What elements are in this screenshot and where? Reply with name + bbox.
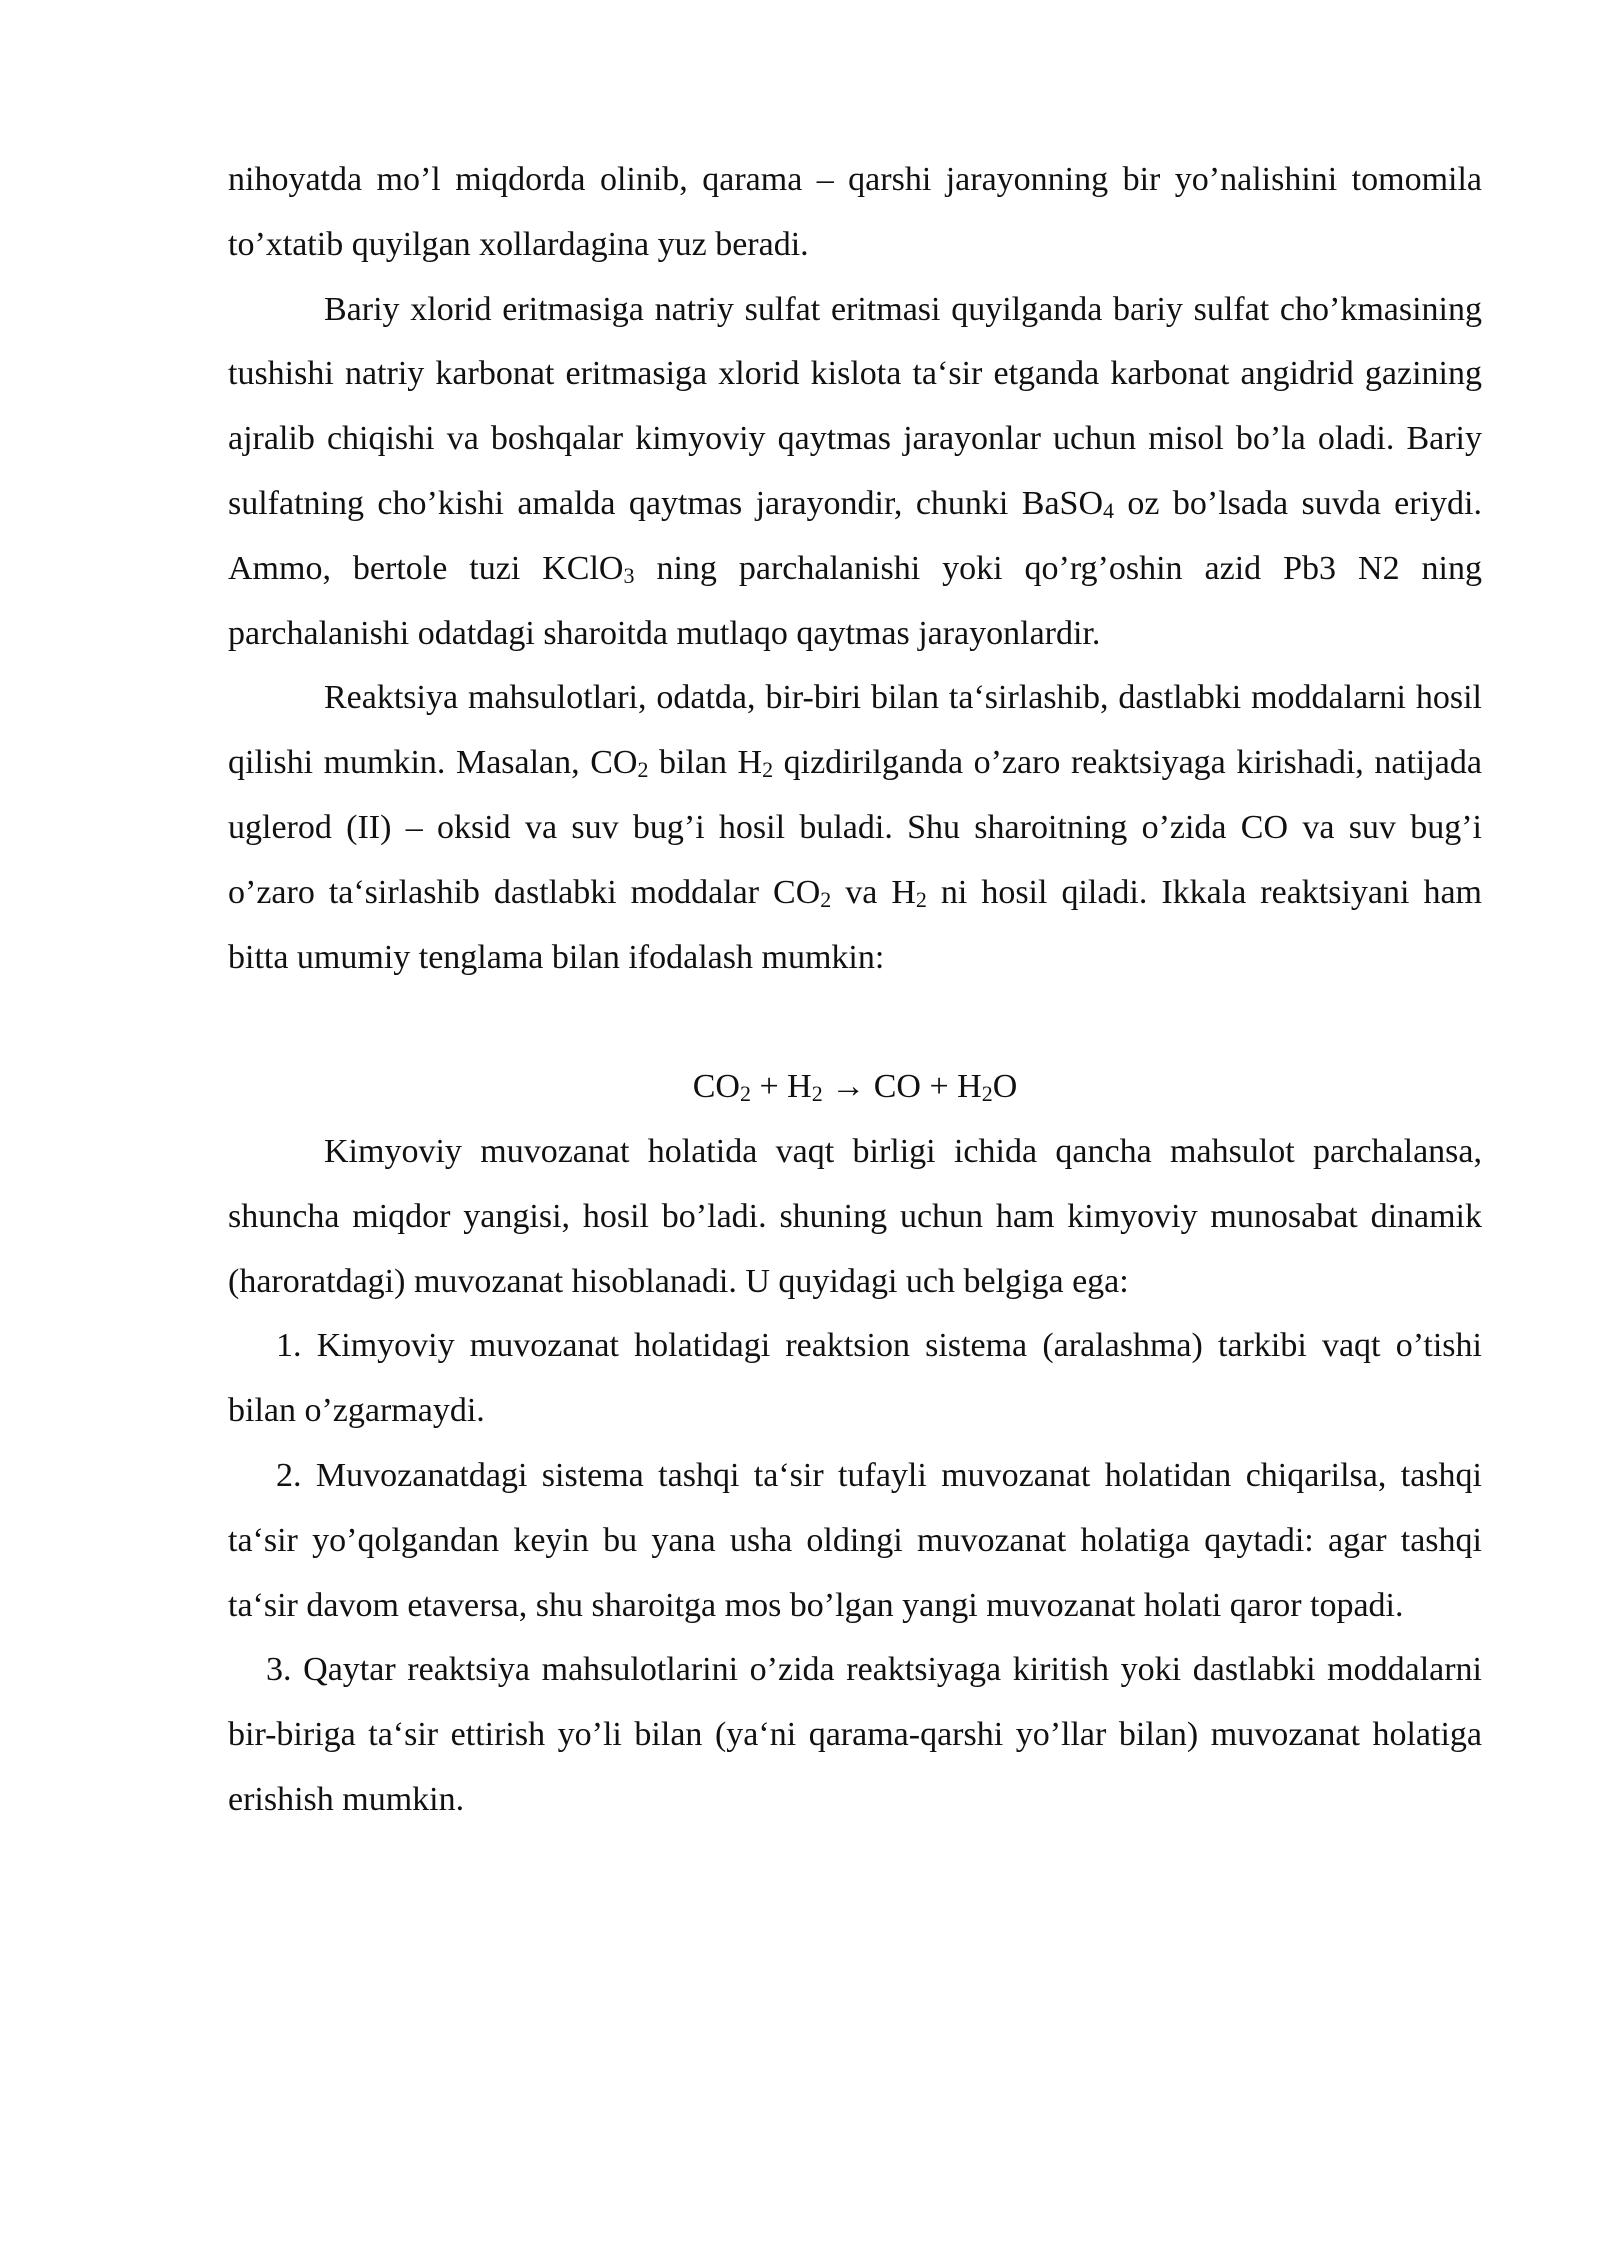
document-body [228,148,1482,1833]
equation-part-b: + H [750,1068,812,1106]
paragraph-3-text-b: bilan H [648,744,763,782]
subscript: 2 [811,1081,823,1107]
subscript: 2 [762,757,774,783]
subscript: 4 [1103,497,1114,523]
subscript: 2 [739,1081,751,1107]
list-item: 1. Kimyoviy muvozanat holatidagi reaktsion sistema (aralashma) tarkibi vaqt o’tishi bilan o’zgarmaydi. [228,1327,1482,1430]
list-item: 3. Qaytar reaktsiya mahsulotlarini o’zida reaktsiyaga kiritish yoki dastlabki moddalarni bir-biriga ta‘sir ettirish yo’li bilan (ya‘ni qarama-qarshi yo’llar bilan) muvozanat holatiga erishish mumkin. [228,1651,1482,1818]
paragraph-2-text-c: ning parchalanishi yoki qo’rg’oshin azid Pb3 N2 ning parchalanishi odatdagi sharoitda mutlaqo qaytmas jarayonlardir. [228,549,1482,652]
list-item: 2. Muvozanatdagi sistema tashqi ta‘sir tufayli muvozanat holatidan chiqarilsa, tashqi ta‘sir yo’qolgandan keyin bu yana usha oldingi muvozanat holatiga qaytadi: agar tashqi ta‘sir davom etaversa, shu sharoitga mos bo’lgan yangi muvozanat holati qaror topadi. [228,1456,1482,1624]
equation-part-d: O [992,1068,1018,1106]
paragraph-3-text-e: ni hosil qiladi. Ikkala reaktsiyani ham bitta umumiy tenglama bilan ifodalash mumkin: [228,873,1482,976]
paragraph-3-text-d: va H [831,873,916,911]
subscript: 2 [915,886,927,912]
paragraph-3-text-a: Reaktsiya mahsulotlari, odatda, bir-biri bilan ta‘sirlashib, dastlabki moddalarni hosil qilishi mumkin. Masalan, CO [228,679,1482,782]
subscript: 2 [820,886,832,912]
subscript: 2 [637,757,649,783]
paragraph-1: nihoyatda mo’l miqdorda olinib, qarama – qarshi jarayonning bir yo’nalishini tomomila to’xtatib quyilgan xollardagina yuz beradi. [228,161,1482,263]
chemical-equation [228,1055,1482,1120]
paragraph-2-text-a: Bariy xlorid eritmasiga natriy sulfat eritmasi quyilganda bariy sulfat cho’kmasining tushishi natriy karbonat eritmasiga xlorid kislota ta‘sir etganda karbonat angidrid gazining ajralib chiqishi va boshqalar kimyoviy qaytmas jarayonlar uchun misol bo’la oladi. Bariy sulfatning cho’kishi amalda qaytmas jarayondir, chunki BaSO [228,290,1482,522]
subscript: 3 [623,562,635,588]
paragraph-2-text-b: oz bo’lsada suvda eriydi. Ammo, bertole tuzi KClO [228,484,1482,587]
paragraph-3-text-c: qizdirilganda o’zaro reaktsiyaga kirishadi, natijada uglerod (II) – oksid va suv bug’i hosil buladi. Shu sharoitning o’zida CO va suv bug’i o’zaro ta‘sirlashib dastlabki moddalar CO [228,744,1482,911]
equation-part-c: → CO + H [822,1068,982,1106]
paragraph-4: Kimyoviy muvozanat holatida vaqt birligi ichida qancha mahsulot parchalansa, shuncha miqdor yangisi, hosil bo’ladi. shuning uchun ham kimyoviy munosabat dinamik (haroratdagi) muvozanat hisoblanadi. U quyidagi uch belgiga ega: [228,1132,1482,1300]
paragraph-2 [228,278,1482,667]
equation-part-a: CO [692,1068,740,1106]
subscript: 2 [981,1081,993,1107]
paragraph-3 [228,666,1482,990]
